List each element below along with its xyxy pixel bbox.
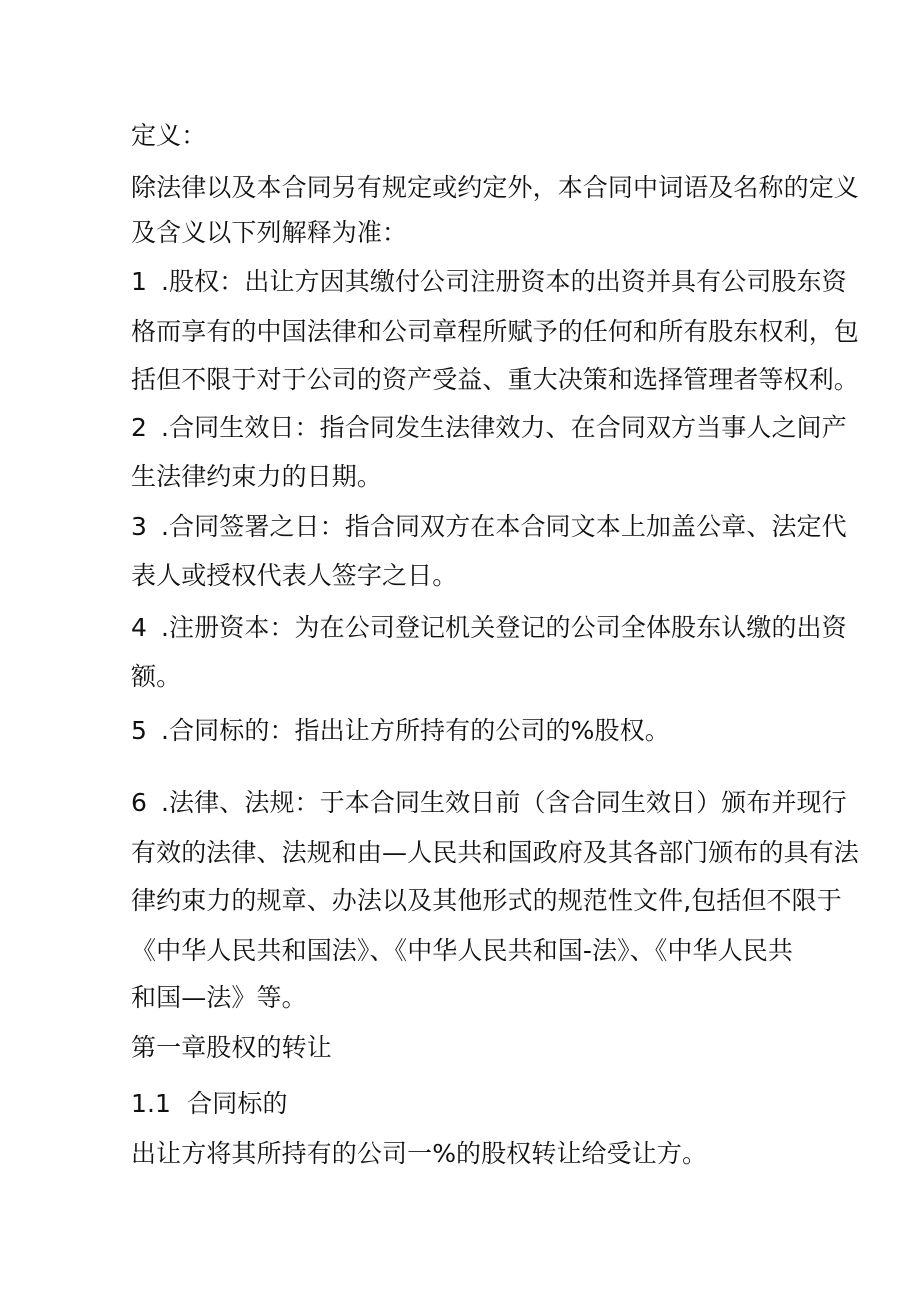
definition-number: 6 (131, 788, 148, 817)
definition-1-line-1 (131, 264, 847, 300)
definition-number: 3 (131, 512, 148, 541)
section-heading (131, 1086, 821, 1122)
chapter-title: 第一章股权的转让 (131, 1033, 332, 1062)
definition-text: .股权：出让方因其缴付公司注册资本的出资并具有公司股东资 (161, 267, 847, 296)
definition-3-line-2: 表人或授权代表人签字之日。 (131, 561, 458, 590)
definition-1-line-2: 格而享有的中国法律和公司章程所赋予的任何和所有股东权利，包 (131, 317, 859, 346)
definition-1-line-3: 括但不限于对于公司的资产受益、重大决策和选择管理者等权利。 (131, 365, 859, 394)
definition-number: 4 (131, 613, 148, 642)
definition-6-line-1 (131, 785, 847, 821)
definition-text: .法律、法规：于本合同生效日前（含合同生效日）颁布并现行 (161, 788, 847, 817)
definition-3-line-1 (131, 509, 847, 545)
definition-6-line-2: 有效的法律、法规和由—人民共和国政府及其各部门颁布的具有法 (131, 838, 859, 867)
section-number: 1.1 (131, 1089, 172, 1118)
definition-4-line-1 (131, 610, 847, 646)
definition-2-line-2: 生法律约束力的日期。 (131, 462, 383, 491)
definition-text: .合同生效日：指合同发生法律效力、在合同双方当事人之间产 (161, 413, 847, 442)
definitions-heading: 定义： (131, 121, 207, 150)
definition-text: .合同标的：指出让方所持有的公司的%股权。 (161, 716, 670, 745)
intro-line-2: 及含义以下列解释为准： (131, 218, 408, 247)
definition-number: 2 (131, 413, 148, 442)
definition-6-line-5: 和国—法》等。 (131, 983, 307, 1012)
definition-text: .注册资本：为在公司登记机关登记的公司全体股东认缴的出资 (161, 613, 847, 642)
section-title: 合同标的 (187, 1089, 288, 1118)
section-body: 出让方将其所持有的公司一%的股权转让给受让方。 (131, 1139, 708, 1168)
definition-6-line-3: 律约束力的规章、办法以及其他形式的规范性文件,包括但不限于 (131, 886, 842, 915)
definition-number: 1 (131, 267, 148, 296)
intro-line-1: 除法律以及本合同另有规定或约定外，本合同中词语及名称的定义 (131, 173, 859, 202)
definition-4-line-2: 额。 (131, 662, 182, 691)
definition-2-line-1 (131, 410, 847, 446)
definition-6-line-4: 《中华人民共和国法》、《中华人民共和国-法》、《中华人民共 (131, 936, 793, 965)
definition-text: .合同签署之日：指合同双方在本合同文本上加盖公章、法定代 (161, 512, 847, 541)
definition-number: 5 (131, 716, 148, 745)
definition-5-line-1 (131, 713, 821, 749)
